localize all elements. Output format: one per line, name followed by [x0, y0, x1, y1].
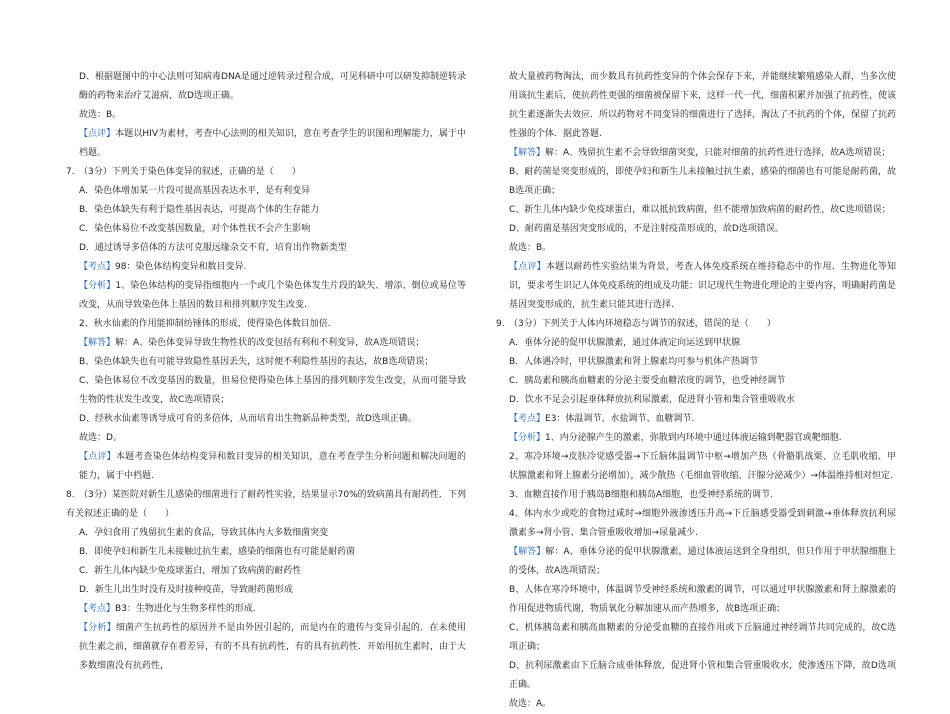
solution-tag: 【解答】 [509, 148, 546, 158]
q7-option-b: B．染色体缺失有利于隐性基因表达，可提高个体的生存能力 [79, 205, 320, 215]
q7-knowledge-point [66, 258, 466, 277]
left-column [66, 68, 466, 676]
q6-answer: 故选：B。 [79, 110, 122, 120]
q7-solution-b: B、染色体缺失也有可能导致隐性基因丢失，这时便不利隐性基因的表达，故B选项错误； [79, 357, 434, 367]
right-column [496, 68, 896, 714]
q8-solution-d: D、耐药菌是基因突变形成的，不是注射疫苗形成的，故D选项错误。 [509, 224, 784, 234]
comment-text: 本题以HIV为素材，考查中心法则的相关知识，意在考查学生的识图和理解能力，属于中档题。 [79, 129, 466, 158]
solution-tag: 【解答】 [79, 338, 116, 348]
q8-solution-a [496, 144, 896, 163]
kp-text: B3：生物进化与生物多样性的形成. [115, 604, 256, 614]
q7-comment [66, 448, 466, 486]
q9-option-c: C．胰岛素和胰高血糖素的分泌主要受血糖浓度的调节，也受神经调节 [509, 376, 786, 386]
solution-text: 解：A、染色体变异导致生物性状的改变包括有利和不利变异，故A选项错误； [115, 338, 425, 348]
solution-text: 解：A、残留抗生素不会导致细菌突变，只能对细菌的抗药性进行选择，故A选项错误； [545, 148, 891, 158]
q8-number: 8. [66, 490, 75, 500]
q9-solution-c: C、机体胰岛素和胰高血糖素的分泌受血糖的直接作用或下丘脑通过神经调节共同完成的，故C选项正确； [509, 623, 896, 652]
q8-option-b: B．即使孕妇和新生儿未接触过抗生素，感染的细菌也有可能是耐药菌 [79, 547, 356, 557]
q8-option-a: A．孕妇食用了残留抗生素的食品，导致其体内大多数细菌突变 [79, 528, 329, 538]
q8-comment [496, 258, 896, 315]
q7-stem-text: （3分）下列关于染色体变异的叙述，正确的是（ ） [79, 167, 301, 177]
analysis-tag: 【分析】 [79, 623, 116, 633]
comment-tag: 【点评】 [79, 129, 116, 139]
q7-analysis-2: 2、秋水仙素的作用能抑制纺锤体的形成，使得染色体数目加倍. [79, 319, 331, 329]
q9-knowledge-point [496, 410, 896, 429]
kp-text: E3：体温调节、水盐调节、血糖调节. [545, 414, 695, 424]
q6-comment [66, 125, 466, 163]
q9-analysis-1 [496, 429, 896, 448]
q6-option-d-continuation: D、根据题图中的中心法则可知病毒DNA是通过逆转录过程合成，可见科研中可以研发抑制逆转录酶的药物来治疗艾滋病，故D选项正确。 [79, 72, 466, 101]
analysis-tag: 【分析】 [79, 281, 116, 291]
q8-analysis-continuation: 故大量被药物淘汰，而少数具有抗药性变异的个体会保存下来，并能继续繁殖感染人群，当多次使用该抗生素后，使抗药性更强的细菌被保留下来，这样一代一代，细菌积累并加强了抗药性，使该抗生素逐渐失去效应．所以药物对不同变异的细菌进行了选择，淘汰了不抗药的个体，保留了抗药性强的个体．据此答题. [509, 72, 897, 139]
q9-option-b: B．人体遇冷时，甲状腺激素和肾上腺素均可参与机体产热调节 [509, 357, 759, 367]
q9-analysis-2: 2、寒冷环境→皮肤冷觉感受器→下丘脑体温调节中枢→增加产热（骨骼肌战栗、立毛肌收缩、甲状腺激素和肾上腺素分泌增加），减少散热（毛细血管收缩、汗腺分泌减少）→体温维持相对恒定. [509, 452, 896, 481]
q9-number: 9. [496, 319, 505, 329]
q9-stem-text: （3分）下列关于人体内环境稳态与调节的叙述，错误的是（ ） [509, 319, 776, 329]
q9-stem [496, 315, 896, 334]
q7-solution-d: D、经秋水仙素等诱导成可育的多倍体，从而培育出生物新品种类型，故D选项正确。 [79, 414, 417, 424]
q7-option-c: C．染色体易位不改变基因数量，对个体性状不会产生影响 [79, 224, 311, 234]
q9-solution-b: B、人体在寒冷环境中，体温调节受神经系统和激素的调节，可以通过甲状腺激素和肾上腺激素的作用促进物质代谢，物质氧化分解加速从而产热增多，故B选项正确； [509, 585, 896, 614]
comment-tag: 【点评】 [509, 262, 546, 272]
kp-tag: 【考点】 [509, 414, 546, 424]
q8-knowledge-point [66, 600, 466, 619]
q9-analysis-4: 4、体内水少或吃的食物过咸时→细胞外液渗透压升高→下丘脑感受器受到刺激→垂体释放抗利尿激素多→肾小管、集合管重吸收增加→尿量减少. [509, 509, 896, 538]
q9-option-a: A．垂体分泌的促甲状腺激素，通过体液定向运送到甲状腺 [509, 338, 741, 348]
kp-text: 98：染色体结构变异和数目变异. [115, 262, 247, 272]
q9-solution-a [496, 543, 896, 581]
q7-option-d: D．通过诱导多倍体的方法可克服远缘杂交不育，培育出作物新类型 [79, 243, 347, 253]
comment-text: 本题以耐药性实验结果为背景，考查人体免疫系统在维持稳态中的作用、生物进化等知识，要求考生识记人体免疫系统的组成及功能；识记现代生物进化理论的主要内容，明确耐药菌是基因突变形成的，抗生素只能其进行选择. [509, 262, 897, 310]
kp-tag: 【考点】 [79, 604, 116, 614]
q8-answer: 故选：B。 [509, 243, 552, 253]
analysis-text: 1、内分泌腺产生的激素，弥散到内环境中通过体液运输到靶器官或靶细胞. [545, 433, 842, 443]
solution-text: 解：A、垂体分泌的促甲状腺激素，通过体液运送到全身组织，但只作用于甲状腺细胞上的受体，故A选项错误； [509, 547, 896, 576]
analysis-text: 细菌产生抗药性的原因并不是由外因引起的，而是内在的遗传与变异引起的．在未使用抗生素之前，细菌就存在着差异，有的不具有抗药性，有的具有抗药性．开始用抗生素时，由于大多数细菌没有抗药性， [79, 623, 467, 671]
solution-tag: 【解答】 [509, 547, 546, 557]
q7-analysis-1 [66, 277, 466, 315]
q7-number: 7. [66, 167, 75, 177]
comment-tag: 【点评】 [79, 452, 116, 462]
q8-stem-text: （3分）某医院对新生儿感染的细菌进行了耐药性实验，结果显示70%的致病菌具有耐药性．下列有关叙述正确的是（ ） [66, 490, 466, 519]
q9-solution-d: D、抗利尿激素由下丘脑合成垂体释放，促进肾小管和集合管重吸收水，使渗透压下降，故D选项正确。 [509, 661, 896, 690]
q7-solution-a [66, 334, 466, 353]
comment-text: 本题考查染色体结构变异和数目变异的相关知识，意在考查学生分析问题和解决问题的能力，属于中档题. [79, 452, 466, 481]
analysis-tag: 【分析】 [509, 433, 546, 443]
q7-solution-c: C、染色体易位不改变基因的数量，但易位使得染色体上基因的排列顺序发生改变，从而可能导致生物的性状发生改变，故C选项错误； [79, 376, 466, 405]
q7-stem [66, 163, 466, 182]
q7-option-a: A．染色体增加某一片段可提高基因表达水平，是有利变异 [79, 186, 311, 196]
q8-solution-c: C、新生儿体内缺少免疫球蛋白，难以抵抗致病菌，但不能增加致病菌的耐药性，故C选项错误； [509, 205, 891, 215]
q8-option-c: C．新生儿体内缺少免疫球蛋白，增加了致病菌的耐药性 [79, 566, 302, 576]
kp-tag: 【考点】 [79, 262, 116, 272]
q8-solution-b: B、耐药菌是突变形成的，即使孕妇和新生儿未接触过抗生素，感染的细菌也有可能是耐药菌，故B选项正确； [509, 167, 896, 196]
q7-answer: 故选：D。 [79, 433, 122, 443]
q8-option-d: D．新生儿出生时没有及时接种疫苗，导致耐药菌形成 [79, 585, 293, 595]
analysis-text: 1、染色体结构的变异指细胞内一个或几个染色体发生片段的缺失、增添、倒位或易位等改变，从而导致染色体上基因的数目和排列顺序发生改变. [79, 281, 466, 310]
q9-option-d: D．饮水不足会引起垂体释放抗利尿激素，促进肾小管和集合管重吸收水 [509, 395, 795, 405]
q9-analysis-3: 3、血糖直接作用于胰岛B细胞和胰岛A细胞，也受神经系统的调节. [509, 490, 773, 500]
q8-analysis [66, 619, 466, 676]
q9-answer: 故选：A。 [509, 699, 552, 709]
q8-stem [66, 486, 466, 524]
